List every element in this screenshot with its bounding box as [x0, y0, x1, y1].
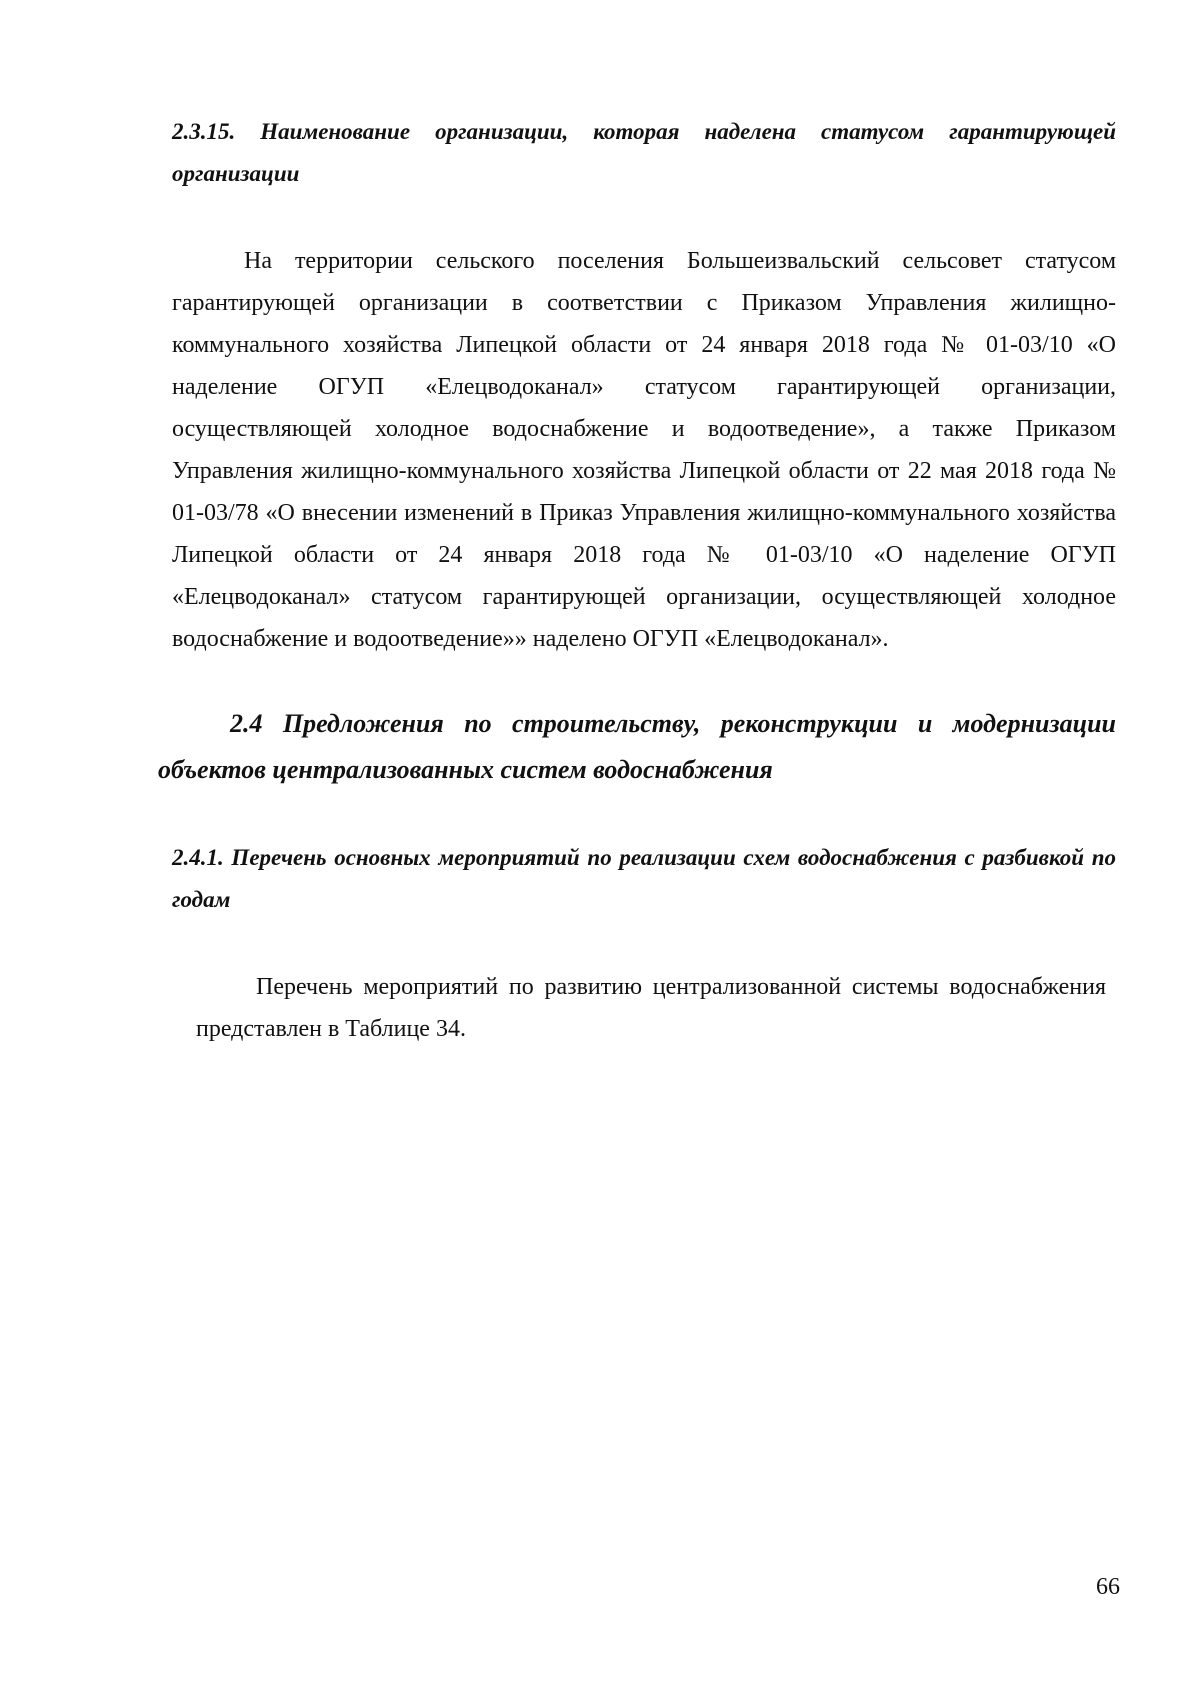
- section-2-4-heading: 2.4 Предложения по строительству, реконструкции и модернизации объектов централизованных систем водоснабжения: [158, 709, 1116, 784]
- section-2-3-15-heading: 2.3.15. Наименование организации, которая наделена статусом гарантирующей организации: [172, 119, 1116, 186]
- section-2-4-1-heading: 2.4.1. Перечень основных мероприятий по реализации схем водоснабжения с разбивкой по годам: [172, 845, 1116, 912]
- section-2-3-15-paragraph: На территории сельского поселения Большеизвальский сельсовет статусом гарантирующей организации в соответствии с Приказом Управления жилищно-коммунального хозяйства Липецкой области от 24 января 2018 года № 01-03/10 «О наделение ОГУП «Елецводоканал» статусом гарантирующей организации, осуществляющей холодное водоснабжение и водоотведение», а также Приказом Управления жилищно-коммунального хозяйства Липецкой области от 22 мая 2018 года № 01-03/78 «О внесении изменений в Приказ Управления жилищно-коммунального хозяйства Липецкой области от 24 января 2018 года № 01-03/10 «О наделение ОГУП «Елецводоканал» статусом гарантирующей организации, осуществляющей холодное водоснабжение и водоотведение»» наделено ОГУП «Елецводоканал».: [172, 248, 1116, 652]
- page-number: 66: [1096, 1574, 1120, 1600]
- section-2-4-1-paragraph: Перечень мероприятий по развитию централизованной системы водоснабжения представлен в Таблице 34.: [196, 974, 1106, 1042]
